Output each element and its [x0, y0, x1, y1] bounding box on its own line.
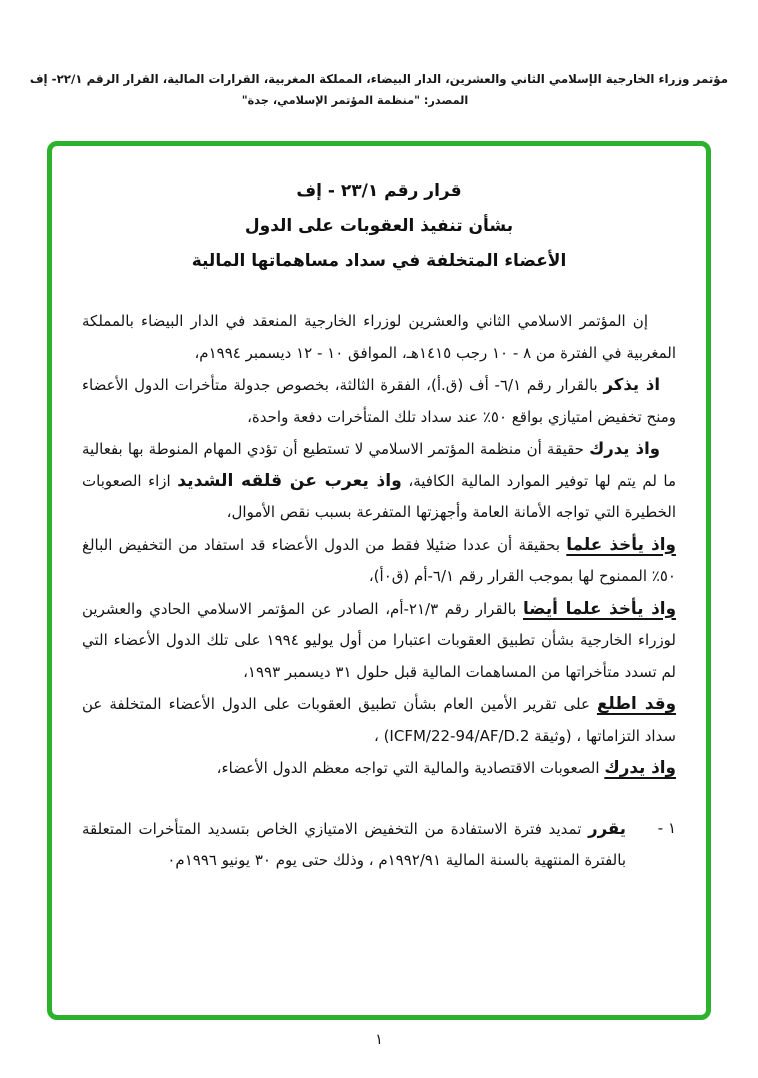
resolution-title-line1: قرار رقم ٢٣/١ - إف — [296, 181, 462, 201]
paragraph-text: على تقرير الأمين العام بشأن تطبيق العقوبات على الدول الأعضاء المتخلفة عن سداد التزاماتها ، (وثيقة ICFM/22-94/AF/D.2) ، — [82, 695, 676, 745]
preamble-paragraph — [82, 688, 676, 752]
preamble-paragraph — [82, 433, 676, 529]
item-text — [82, 813, 626, 877]
lead-phrase: يقرر — [588, 818, 626, 838]
paragraph-text: حقيقة أن منظمة المؤتمر الاسلامي لا تستطيع أن تؤدي المهام المنوطة بها بفعالية ما لم يتم لها توفير الموارد المالية الكافية، — [82, 440, 676, 490]
paragraph-text: تمديد فترة الاستفادة من التخفيض الامتيازي الخاص بتسديد المتأخرات المتعلقة بالفترة المنتهية بالسنة المالية ١٩٩٢/٩١م ، وذلك حتى يوم ٣٠ يونيو ١٩٩٦م٠ — [82, 819, 626, 869]
paragraph-text: الصعوبات الاقتصادية والمالية التي تواجه معظم الدول الأعضاء، — [216, 759, 600, 777]
preamble-paragraph — [82, 752, 676, 785]
paragraph-text: بحقيقة أن عددا ضئيلا فقط من الدول الأعضاء قد استفاد من التخفيض البالغ ٥٠٪ الممنوح لها بموجب القرار رقم ٦/١-أم (ق٠أ)، — [82, 535, 676, 585]
document-frame — [47, 141, 711, 1020]
resolution-title-line2: بشأن تنفيذ العقوبات على الدول — [244, 216, 514, 236]
paragraph-text: بالقرار رقم ٦/١- أف (ق.أ)، الفقرة الثالثة، بخصوص جدولة متأخرات الدول الأعضاء ومنح تخفيض امتيازي بواقع ٥٠٪ عند سداد تلك المتأخرات دفعة واحدة، — [82, 376, 676, 426]
emphasis-phrase: واذ يعرب عن قلقه الشديد — [177, 470, 402, 491]
page-number: ١ — [375, 1032, 383, 1048]
paragraph-text: ازاء الصعوبات الخطيرة التي تواجه الأمانة العامة وأجهزتها المتفرعة بسبب نقص الأموال، — [82, 471, 676, 521]
catalog-header — [30, 72, 728, 107]
resolution-title — [82, 174, 676, 279]
lead-phrase-underlined: وقد اطلع — [596, 693, 677, 713]
decision-item-1 — [82, 813, 676, 877]
lead-phrase: اذ يذكر — [603, 375, 660, 394]
lead-phrase-underlined: واذ يأخذ علما أيضا — [523, 597, 676, 618]
paragraph-text: إن المؤتمر الاسلامي الثاني والعشرين لوزراء الخارجية المنعقد في الدار البيضاء بالمملكة المغربية في الفترة من ٨ - ١٠ رجب ١٤١٥هـ، الموافق ١٠ - ١٢ ديسمبر ١٩٩٤م، — [82, 312, 676, 362]
catalog-header-title: مؤتمر وزراء الخارجية الإسلامي الثاني والعشرين، الدار البيضاء، المملكة المغربية، القرارات المالية، القرار الرقم ٢٢/١- إف — [29, 72, 728, 86]
resolution-body — [82, 306, 676, 877]
preamble-paragraph — [82, 306, 676, 369]
lead-phrase-underlined: واذ يأخذ علما — [566, 533, 676, 554]
catalog-header-source: المصدر: "منظمة المؤتمر الإسلامي، جدة" — [241, 94, 469, 107]
paragraph-text: بالقرار رقم ٢١/٣-أم، الصادر عن المؤتمر الاسلامي الحادي والعشرين لوزراء الخارجية بشأن تطبيق العقوبات اعتبارا من أول يوليو ١٩٩٤ على تلك الدول الأعضاء التي لم تسدد متأخراتها من المساهمات المالية قبل حلول ٣١ ديسمبر ١٩٩٣، — [82, 599, 677, 681]
preamble-paragraph — [82, 369, 676, 433]
resolution-title-line3: الأعضاء المتخلفة في سداد مساهماتها المالية — [191, 251, 567, 271]
preamble-paragraph — [82, 529, 676, 593]
item-number: ١ - — [657, 818, 676, 837]
preamble-paragraph — [82, 593, 676, 689]
lead-phrase-underlined: واذ يدرك — [604, 757, 676, 777]
lead-phrase: واذ يدرك — [589, 439, 660, 458]
